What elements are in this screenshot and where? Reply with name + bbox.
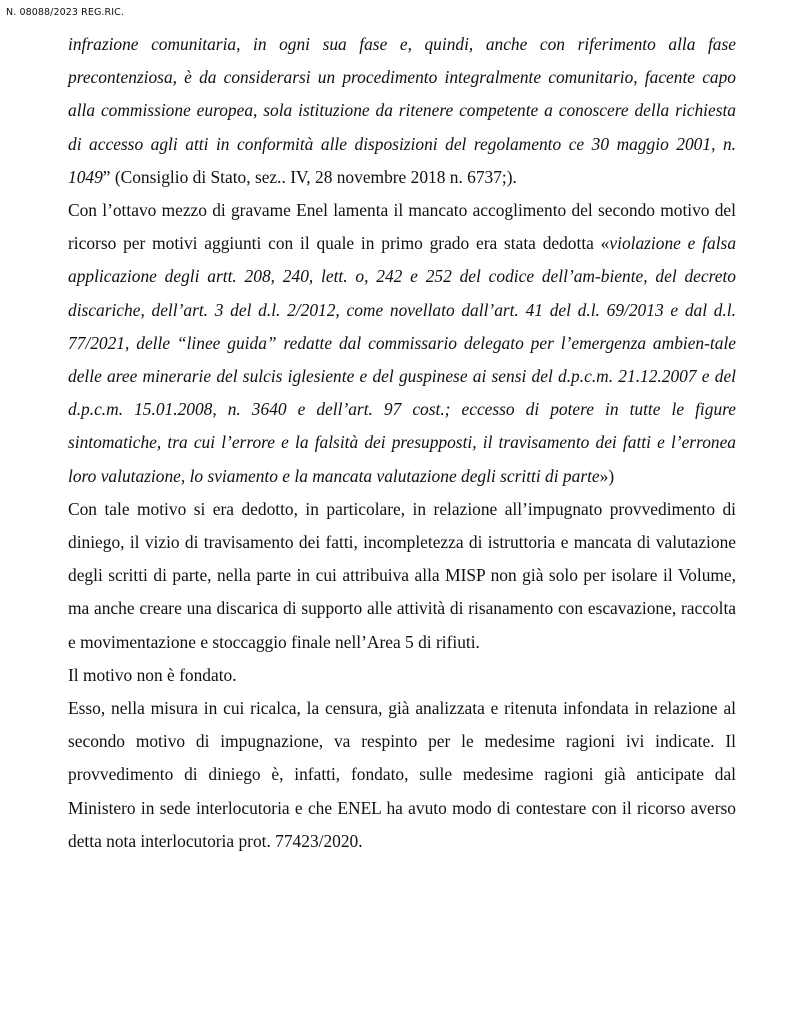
text-segment: Il motivo non è fondato.: [68, 664, 237, 685]
paragraph-5: [68, 692, 736, 858]
paragraph-2: [68, 194, 736, 493]
text-segment: Con tale motivo si era dedotto, in particolare, in relazione all’impugnato provvedimento di diniego, il vizio di travisamento dei fatti, incompletezza di istruttoria e mancata di valutazione degli scritti di parte, nella parte in cui attribuiva alla MISP non già solo per isolare il Volume, ma anche creare una discarica di supporto alle attività di risanamento con escavazione, raccolta e movimentazione e stoccaggio finale nell’Area 5 di rifiuti.: [68, 498, 736, 652]
text-segment: Esso, nella misura in cui ricalca, la censura, già analizzata e ritenuta infondata in relazione al secondo motivo di impugnazione, va respinto per le medesime ragioni ivi indicate. Il provvedimento di diniego è, infatti, fondato, sulle medesime ragioni già anticipate dal Ministero in sede interlocutoria e che ENEL ha avuto modo di contestare con il ricorso averso detta nota interlocutoria prot. 77423/2020.: [68, 698, 736, 851]
citation: ” (Consiglio di Stato, sez.. IV, 28 novembre 2018 n. 6737;).: [102, 166, 517, 187]
text-segment: Con l’ottavo mezzo di gravame Enel lamenta il mancato accoglimento del secondo motivo del ricorso per motivi aggiunti con il quale in primo grado era stata dedotta «: [68, 200, 736, 254]
text-segment: »): [599, 465, 615, 486]
case-number-header: N. 08088/2023 REG.RIC.: [6, 7, 125, 18]
italic-quote: infrazione comunitaria, in ogni sua fase e, quindi, anche con riferimento alla fase precontenziosa, è da considerarsi un procedimento integralmente comunitario, facente capo alla commissione europea, sola istituzione da ritenere competente a conoscere della richiesta di accesso agli atti in conformità alle disposizioni del regolamento ce 30 maggio 2001, n. 1049: [68, 34, 736, 187]
paragraph-4: [68, 659, 736, 692]
paragraph-1: [68, 28, 736, 194]
italic-quote: violazione e falsa applicazione degli artt. 208, 240, lett. o, 242 e 252 del codice dell’am-biente, del decreto discariche, dell’art. 3 del d.l. 2/2012, come novellato dall’art. 41 del d.l. 69/2013 e dal d.l. 77/2021, delle “linee guida” redatte dal commissario delegato per l’emergenza ambien-tale delle aree minerarie del sulcis iglesiente e del guspinese ai sensi del d.p.c.m. 21.12.2007 e del d.p.c.m. 15.01.2008, n. 3640 e dell’art. 97 cost.; eccesso di potere in tutte le figure sintomatiche, tra cui l’errore e la falsità dei presupposti, il travisamento dei fatti e l’erronea loro valutazione, lo sviamento e la mancata valutazione degli scritti di parte: [68, 233, 737, 486]
paragraph-3: [68, 493, 736, 659]
document-body: [68, 28, 736, 858]
